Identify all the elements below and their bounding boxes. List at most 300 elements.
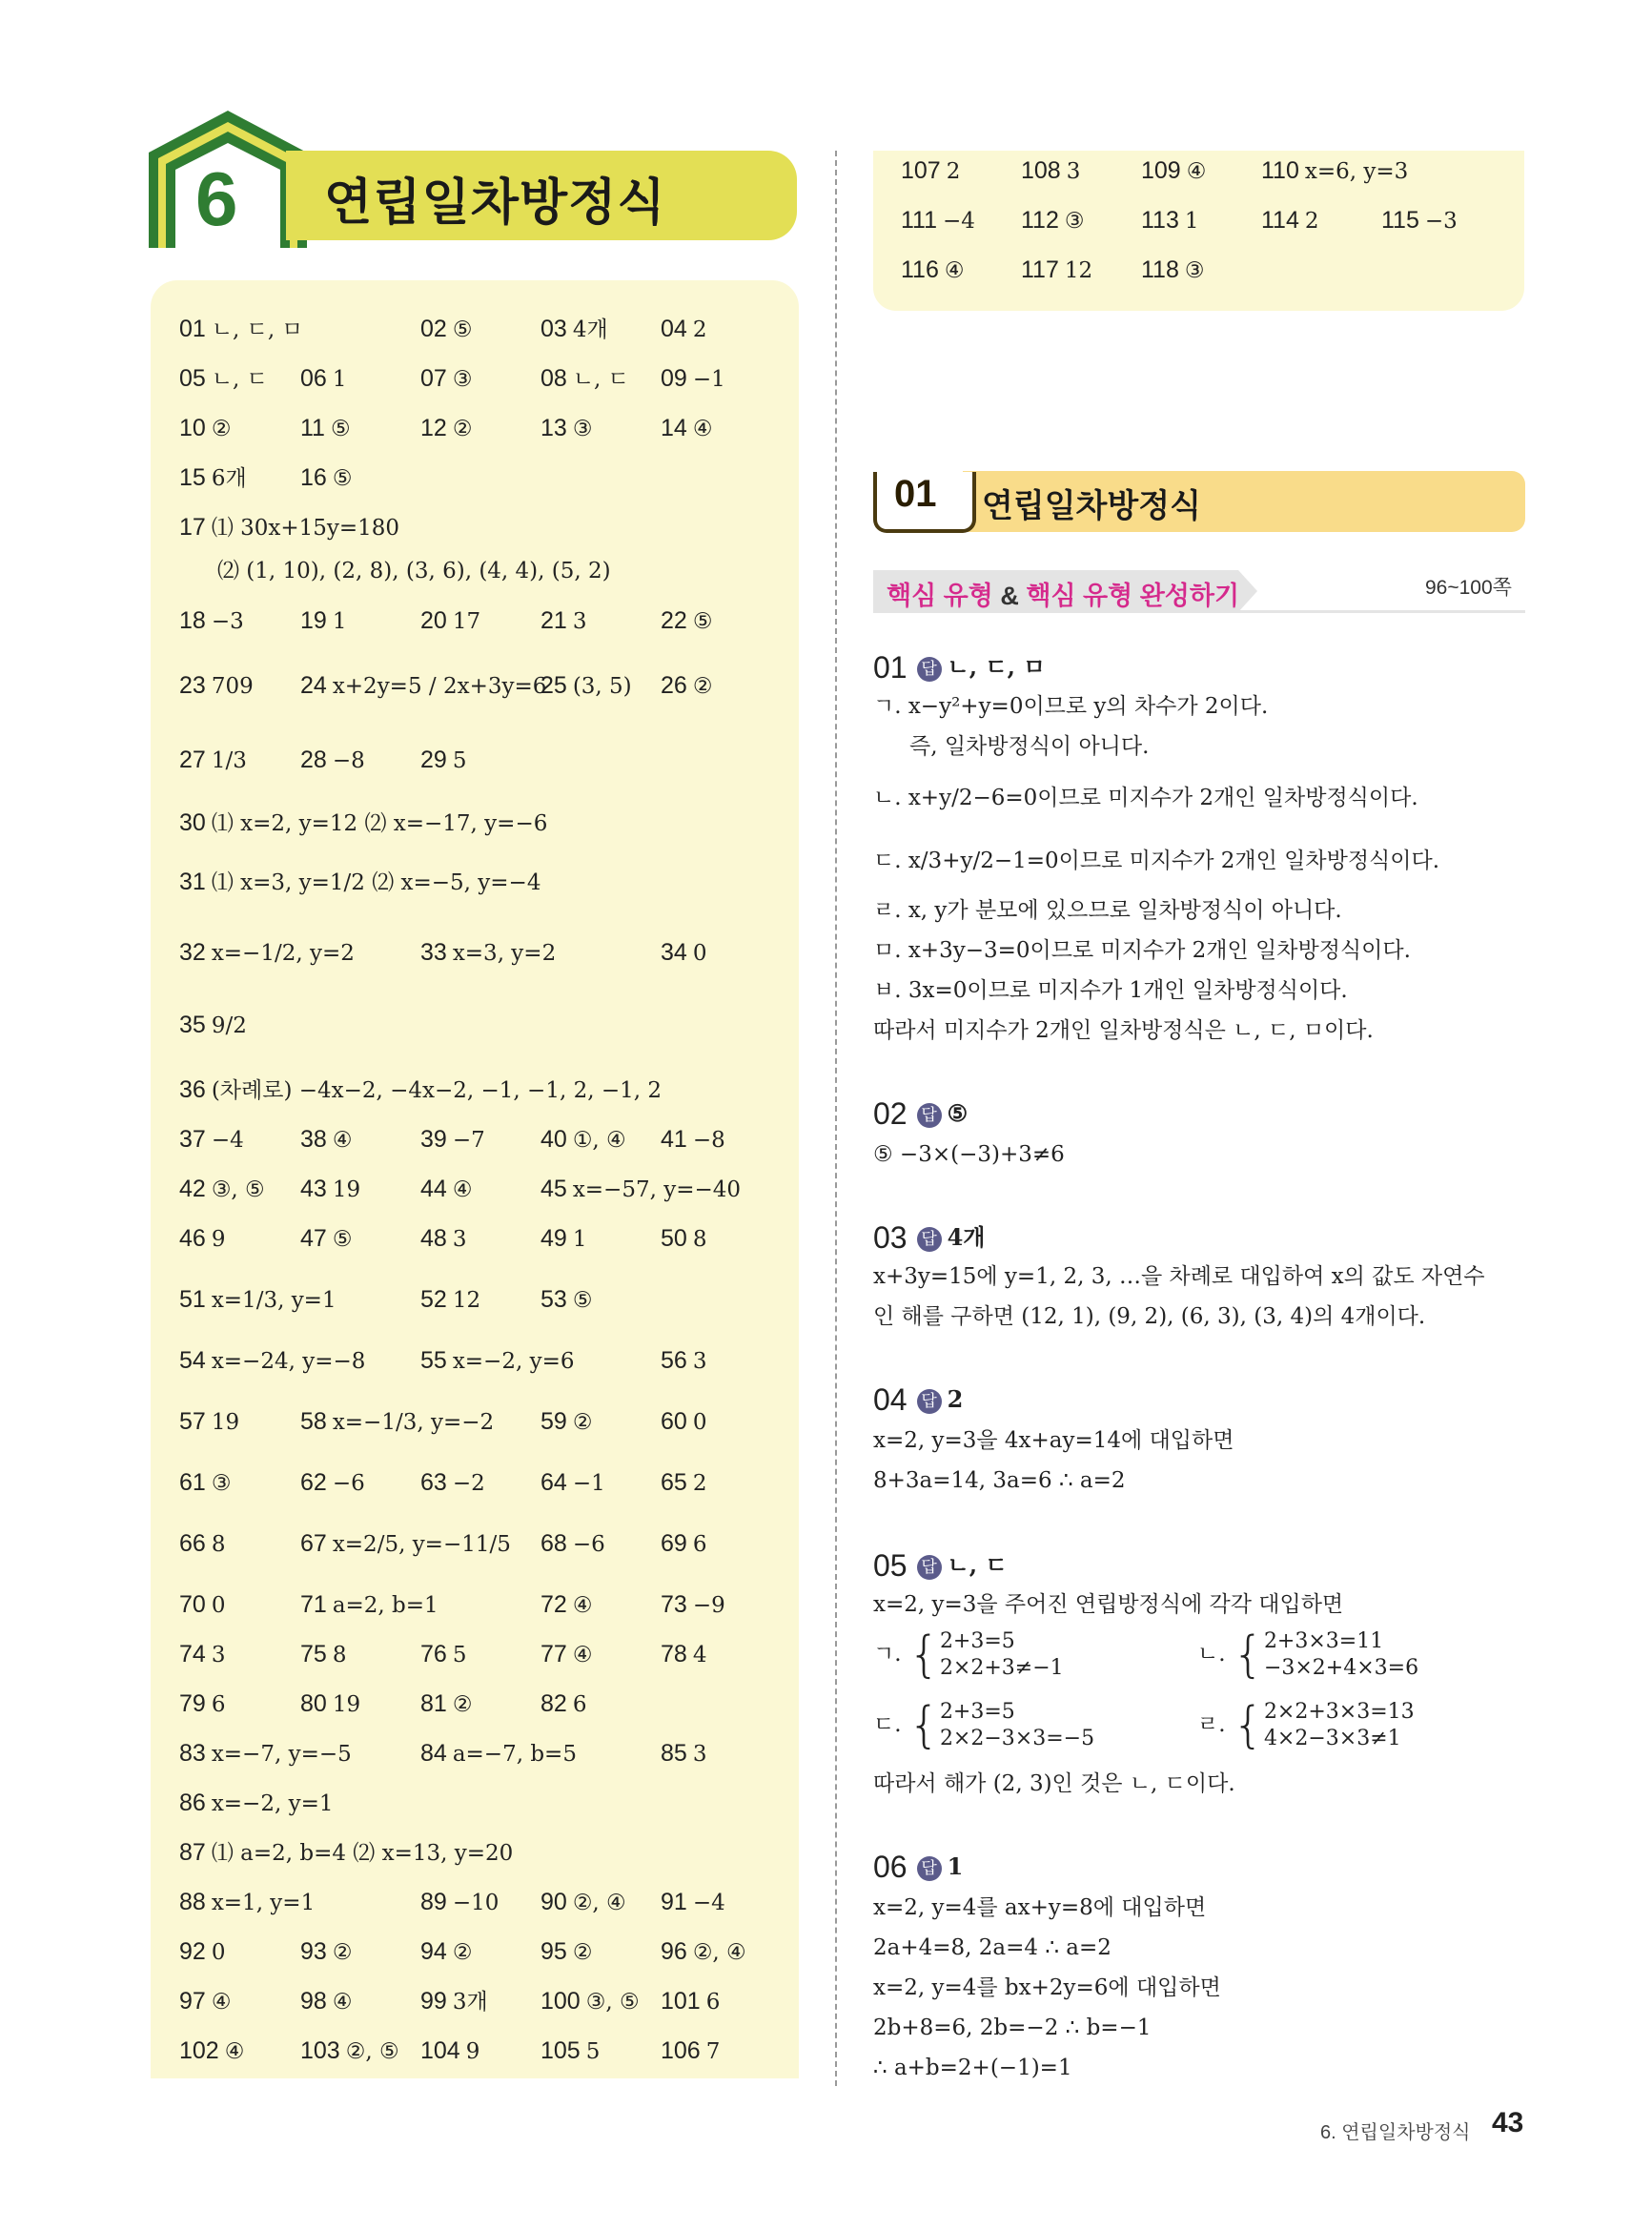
answer-number: 65 [661,1469,687,1496]
system-a [873,1628,1064,1682]
answer-value: 8 [211,1532,226,1557]
answer-value: ㄴ, ㄷ, ㅁ [211,317,303,342]
answer-value: 5 [452,1643,467,1667]
answer-item [540,606,586,636]
solution-number: 03 [873,1220,908,1255]
answer-item [179,1888,315,1917]
answer-number: 99 [420,1988,447,2015]
answer-value: ④ [332,1128,353,1153]
answer-number: 36 [179,1076,206,1103]
solution-line: 즉, 일차방정식이 아니다. [909,734,1150,759]
answer-item [540,1888,626,1917]
answer-item [1261,156,1408,186]
answer-value: ② [211,417,232,441]
solution-01-header [873,648,1046,685]
answer-number: 64 [540,1469,567,1496]
answer-number: 103 [300,2037,340,2064]
answer-item [1021,156,1080,186]
answer-value: 4 [692,1643,707,1667]
answer-number: 79 [179,1690,206,1717]
answer-item [661,1407,706,1437]
answer-value: ④ [944,258,965,283]
answer-number: 112 [1021,207,1059,234]
answer-value: ①, ④ [572,1128,626,1153]
answer-number: 74 [179,1641,206,1667]
answer-number: 83 [179,1740,206,1767]
answer-item [300,1529,511,1559]
answer-item [540,1125,626,1155]
answer-item [1141,156,1206,186]
answer-item [179,414,231,443]
answer-number: 61 [179,1469,206,1496]
solution-line: x=2, y=3을 주어진 연립방정식에 각각 대입하면 [873,1592,1344,1617]
answer-item [661,938,706,968]
answer-item [300,746,365,775]
answer-number: 62 [300,1469,327,1496]
answer-number: 63 [420,1469,447,1496]
answer-number: 73 [661,1591,687,1618]
answer-item [661,1987,720,2016]
answer-item [179,1689,225,1719]
answer-value: ③ [452,367,473,392]
answer-value: 3 [572,609,587,634]
solution-04-header [873,1382,963,1418]
answer-value: 6 [211,1692,226,1717]
answer-item [179,463,247,493]
answer-value: a=−7, b=5 [452,1742,577,1767]
answer-item [179,1937,225,1967]
answer-number: 21 [540,607,567,634]
answer-number: 13 [540,415,567,441]
answer-value: 0 [211,1593,226,1618]
system-eq: 2+3=5 [939,1700,1015,1724]
answer-item [179,1987,231,2016]
answer-number: 01 [179,316,206,342]
answer-item [661,364,725,394]
answer-number: 44 [420,1176,447,1202]
answer-item [300,1125,352,1155]
answer-item [661,1346,706,1376]
answer-item [179,1640,225,1669]
solution-line: ㄴ. x+y/2−6=0이므로 미지수가 2개인 일차방정식이다. [873,786,1418,810]
solution-line: 8+3a=14, 3a=6 ∴ a=2 [873,1468,1126,1493]
answer-number: 15 [179,464,206,491]
answer-item [540,364,629,394]
answer-number: 38 [300,1126,327,1153]
answer-value: 2 [1304,209,1319,234]
answer-item [300,1468,365,1498]
answer-value: ③ [1064,209,1085,234]
answer-item [661,1590,725,1620]
system-eq: 2×2+3≠−1 [939,1656,1064,1680]
answer-value: 6 [572,1692,587,1717]
answer-item [540,671,632,701]
answer-item [179,808,547,838]
solution-line: x=2, y=3을 4x+ay=14에 대입하면 [873,1428,1234,1453]
footer-chapter: 6. 연립일차방정식 [1320,2122,1471,2143]
answer-item [1261,206,1319,235]
answer-value: 17 [452,609,481,634]
answer-item [420,2036,479,2066]
answer-number: 20 [420,607,447,634]
answer-number: 24 [300,672,327,699]
answer-number: 05 [179,365,206,392]
answer-value: ②, ④ [692,1940,746,1965]
answer-number: 04 [661,316,687,342]
answer-value: ⑴ x=3, y=1/2 ⑵ x=−5, y=−4 [211,870,541,895]
answer-value: 1/3 [211,748,247,773]
solution-line: 2a+4=8, 2a=4 ∴ a=2 [873,1935,1112,1960]
answer-item [540,2036,600,2066]
answer-value: 3개 [452,1990,488,2015]
answer-value: 2 [692,317,707,342]
answer-value: 12 [452,1288,481,1313]
answer-item [420,606,480,636]
answer-item [300,1987,352,2016]
answer-number: 41 [661,1126,687,1153]
answer-item [179,1468,231,1498]
answer-value: ④ [224,2039,245,2064]
answer-number: 35 [179,1012,206,1038]
answer-number: 89 [420,1889,447,1915]
answer-number: 72 [540,1591,567,1618]
answer-number: 52 [420,1286,447,1313]
answer-number: 19 [300,607,327,634]
system-label: ㄷ. [873,1712,902,1737]
answer-value: x=−2, y=1 [211,1791,334,1816]
answer-item [420,315,472,344]
answer-number: 66 [179,1530,206,1557]
answer-item [179,1285,337,1315]
system-eq: 2+3=5 [939,1629,1015,1653]
answer-number: 68 [540,1530,567,1557]
solution-line: x+3y=15에 y=1, 2, 3, …을 차례로 대입하여 x의 값도 자연수 [873,1264,1485,1289]
subheader-arrow-icon [1238,570,1257,612]
answer-item [540,1529,605,1559]
brace-icon: { [1232,1626,1264,1684]
system-b [1197,1628,1418,1682]
answer-number: 39 [420,1126,447,1153]
answer-value: ③, ⑤ [211,1177,265,1202]
answer-item [901,256,964,285]
answer-value: ④ [211,1990,232,2015]
answer-item [179,1739,352,1769]
subheader-title [887,575,1239,612]
answer-value: −6 [332,1471,365,1496]
solution-line: ㅂ. 3x=0이므로 미지수가 1개인 일차방정식이다. [873,978,1348,1003]
answer-value: a=2, b=1 [332,1593,438,1618]
answer-badge-icon: 답 [917,1856,942,1881]
answer-number: 113 [1141,207,1179,234]
answer-value: 0 [692,1410,707,1435]
answer-number: 86 [179,1790,206,1816]
section-title: 연립일차방정식 [982,488,1201,524]
answer-item [420,746,466,775]
solution-answer: ㄴ, ㄷ [947,1551,1008,1579]
answer-item [179,1407,239,1437]
answer-number: 43 [300,1176,327,1202]
answer-item [420,1468,485,1498]
answer-value: ⑤ [330,417,351,441]
answer-number: 82 [540,1690,567,1717]
answer-item [300,1407,494,1437]
answer-number: 29 [420,747,447,773]
brace-icon: { [908,1626,940,1684]
answer-value: −3 [1424,209,1458,234]
answer-item [179,1011,247,1040]
answer-value: x=−1/2, y=2 [211,941,355,966]
answer-number: 10 [179,415,206,441]
answer-value: −10 [452,1891,500,1915]
answer-value: ② [692,674,713,699]
answer-item [661,1224,706,1254]
answer-item [540,1640,592,1669]
column-divider [835,151,837,2086]
answer-item [540,1987,640,2016]
answer-value: ④ [572,1593,593,1618]
solution-line: ㄱ. x−y²+y=0이므로 y의 차수가 2이다. [873,694,1269,719]
answer-value: 3 [692,1742,707,1767]
answer-value: ⑴ 30x+15y=180 [211,516,400,541]
answer-item [540,414,592,443]
answer-number: 27 [179,747,206,773]
subheader-part2: 핵심 유형 완성하기 [1026,582,1240,610]
answer-number: 17 [179,514,206,541]
answer-value: x=−24, y=−8 [211,1349,366,1374]
answer-number: 40 [540,1126,567,1153]
solution-line: ㄷ. x/3+y/2−1=0이므로 미지수가 2개인 일차방정식이다. [873,849,1440,873]
answer-value: x=6, y=3 [1304,159,1409,184]
brace-icon: { [1232,1697,1264,1754]
answer-number: 47 [300,1225,327,1252]
solution-line: ∴ a+b=2+(−1)=1 [873,2056,1072,2080]
answer-value: ② [452,1692,473,1717]
system-eq: −3×2+4×3=6 [1263,1656,1419,1680]
answer-number: 34 [661,939,687,966]
answer-value: 6개 [211,466,247,491]
answer-number: 108 [1021,157,1061,184]
answer-item [540,1407,592,1437]
solution-line: 따라서 해가 (2, 3)인 것은 ㄴ, ㄷ이다. [873,1771,1235,1796]
answer-item [1021,256,1092,285]
solution-line: 2b+8=6, 2b=−2 ∴ b=−1 [873,2015,1152,2040]
system-c [873,1699,1094,1752]
answer-number: 97 [179,1988,206,2015]
answer-number: 71 [300,1591,327,1618]
answer-badge-icon: 답 [917,1227,942,1252]
system-eq: 2×2−3×3=−5 [939,1727,1095,1750]
answer-number: 110 [1261,157,1299,184]
answer-value: 19 [332,1177,361,1202]
answer-badge-icon: 답 [917,1389,942,1414]
solution-answer: 2 [947,1385,964,1413]
answer-value: ③, ⑤ [585,1990,640,2015]
answer-value: ⑴ x=2, y=12 ⑵ x=−17, y=−6 [211,811,548,836]
answer-item [661,1640,706,1669]
answer-value: ② [452,417,473,441]
answer-number: 56 [661,1347,687,1374]
answer-value: 2 [946,159,961,184]
subheader-part1: 핵심 유형 [887,582,993,610]
answer-value: 0 [692,941,707,966]
answer-number: 78 [661,1641,687,1667]
system-label: ㄹ. [1197,1712,1226,1737]
answer-number: 59 [540,1408,567,1435]
answer-value: 1 [1184,209,1199,234]
answer-item [300,1640,346,1669]
solution-answer: 1 [947,1852,964,1880]
answer-item [179,746,247,775]
answer-value: −9 [692,1593,725,1618]
answer-item [179,938,355,968]
answer-number: 102 [179,2037,219,2064]
answer-number: 58 [300,1408,327,1435]
answer-item [901,156,960,186]
brace-icon: { [908,1697,940,1754]
answer-item [300,414,351,443]
system-eq: 4×2−3×3≠1 [1263,1727,1401,1750]
solution-02-header [873,1096,968,1132]
answer-value: −7 [452,1128,485,1153]
answer-item [179,1175,265,1204]
answer-value: ②, ④ [572,1891,626,1915]
solution-line: ㅁ. x+3y−3=0이므로 미지수가 2개인 일차방정식이다. [873,938,1411,963]
answer-badge-icon: 답 [917,1555,942,1580]
answer-value: 6 [692,1532,707,1557]
solution-line: 인 해를 구하면 (12, 1), (9, 2), (6, 3), (3, 4)의 4개이다. [873,1304,1426,1329]
answer-value: −3 [211,609,244,634]
answer-value: ④ [692,417,713,441]
answer-value: 19 [211,1410,240,1435]
answer-item [420,1346,574,1376]
answer-value: ④ [1186,159,1207,184]
answer-value: ⑴ a=2, b=4 ⑵ x=13, y=20 [211,1841,514,1866]
answer-value: 19 [332,1692,361,1717]
answer-number: 37 [179,1126,206,1153]
answer-item [300,606,346,636]
answer-value: ⑤ [572,1288,593,1313]
answer-number: 07 [420,365,447,392]
answer-item [661,414,712,443]
answer-number: 51 [179,1286,206,1313]
answer-item [179,315,303,344]
answer-number: 95 [540,1938,567,1965]
answer-item [420,1285,480,1315]
answer-number: 31 [179,869,206,895]
answer-number: 94 [420,1938,447,1965]
answer-item [1021,206,1084,235]
answer-item [420,1987,488,2016]
section-number: 01 [894,473,937,515]
answer-item [1141,206,1199,235]
answer-number: 69 [661,1530,687,1557]
answer-value: −4 [211,1128,244,1153]
answer-number: 77 [540,1641,567,1667]
answer-value: x=−1/3, y=−2 [332,1410,495,1435]
answer-value: x=2/5, y=−11/5 [332,1532,511,1557]
answer-value: x=3, y=2 [452,941,557,966]
answer-item [661,671,712,701]
answer-number: 12 [420,415,447,441]
answer-badge-icon: 답 [917,1103,942,1128]
answer-value: 5 [452,748,467,773]
answer-item [179,606,244,636]
answer-item [420,1739,577,1769]
answer-item [300,1175,360,1204]
answer-value: 12 [1064,258,1093,283]
answer-number: 60 [661,1408,687,1435]
solution-line: x=2, y=4를 ax+y=8에 대입하면 [873,1895,1207,1920]
answer-number: 118 [1141,256,1179,283]
answer-value: 9 [465,2039,480,2064]
answer-value: 9/2 [211,1013,247,1038]
answer-value: 1 [332,609,347,634]
answer-number: 53 [540,1286,567,1313]
answer-item [420,1937,472,1967]
answer-value: 1 [572,1227,587,1252]
chapter-number: 6 [195,156,238,241]
answer-number: 28 [300,747,327,773]
answer-value: 4개 [572,317,608,342]
answer-number: 109 [1141,157,1181,184]
answer-item [540,1285,592,1315]
answer-value: ⑤ [332,466,353,491]
answer-item [661,2036,720,2066]
answer-item [179,868,540,897]
answer-value: ⑤ [692,609,713,634]
chapter-title: 연립일차방정식 [324,175,666,231]
answer-number: 33 [420,939,447,966]
answer-value: 9 [211,1227,226,1252]
answer-item [300,1224,352,1254]
answer-number: 114 [1261,207,1299,234]
answer-number: 54 [179,1347,206,1374]
answer-value: −8 [692,1128,725,1153]
system-eq: 2+3×3=11 [1263,1629,1384,1653]
solution-03-header [873,1218,985,1256]
answer-number: 88 [179,1889,206,1915]
answer-value: ② [332,1940,353,1965]
answer-item [300,463,352,493]
answer-number: 30 [179,809,206,836]
answer-number: 50 [661,1225,687,1252]
answer-value: 1 [332,367,347,392]
answer-number: 32 [179,939,206,966]
answer-value: 8 [332,1643,347,1667]
answer-item [179,513,399,542]
solution-answer: ⑤ [947,1099,969,1127]
answer-item [179,1590,225,1620]
answer-value: ② [572,1940,593,1965]
answer-item [901,206,975,235]
answer-item [300,2036,399,2066]
answer-value: ⑤ [332,1227,353,1252]
answer-item [420,1224,466,1254]
answer-value: ⑤ [452,317,473,342]
answer-item [1381,206,1458,235]
answer-item [179,1838,513,1868]
answer-value: (차례로) −4x−2, −4x−2, −1, −1, 2, −1, 2 [211,1078,662,1103]
answer-number: 117 [1021,256,1059,283]
answer-item [179,1346,365,1376]
answer-item [300,671,546,701]
answer-value: 7 [705,2039,721,2064]
system-eq: 2×2+3×3=13 [1263,1700,1415,1724]
answer-item [540,1937,592,1967]
answer-value: 709 [211,674,254,699]
answer-item [540,1468,605,1498]
answer-item [540,1224,586,1254]
